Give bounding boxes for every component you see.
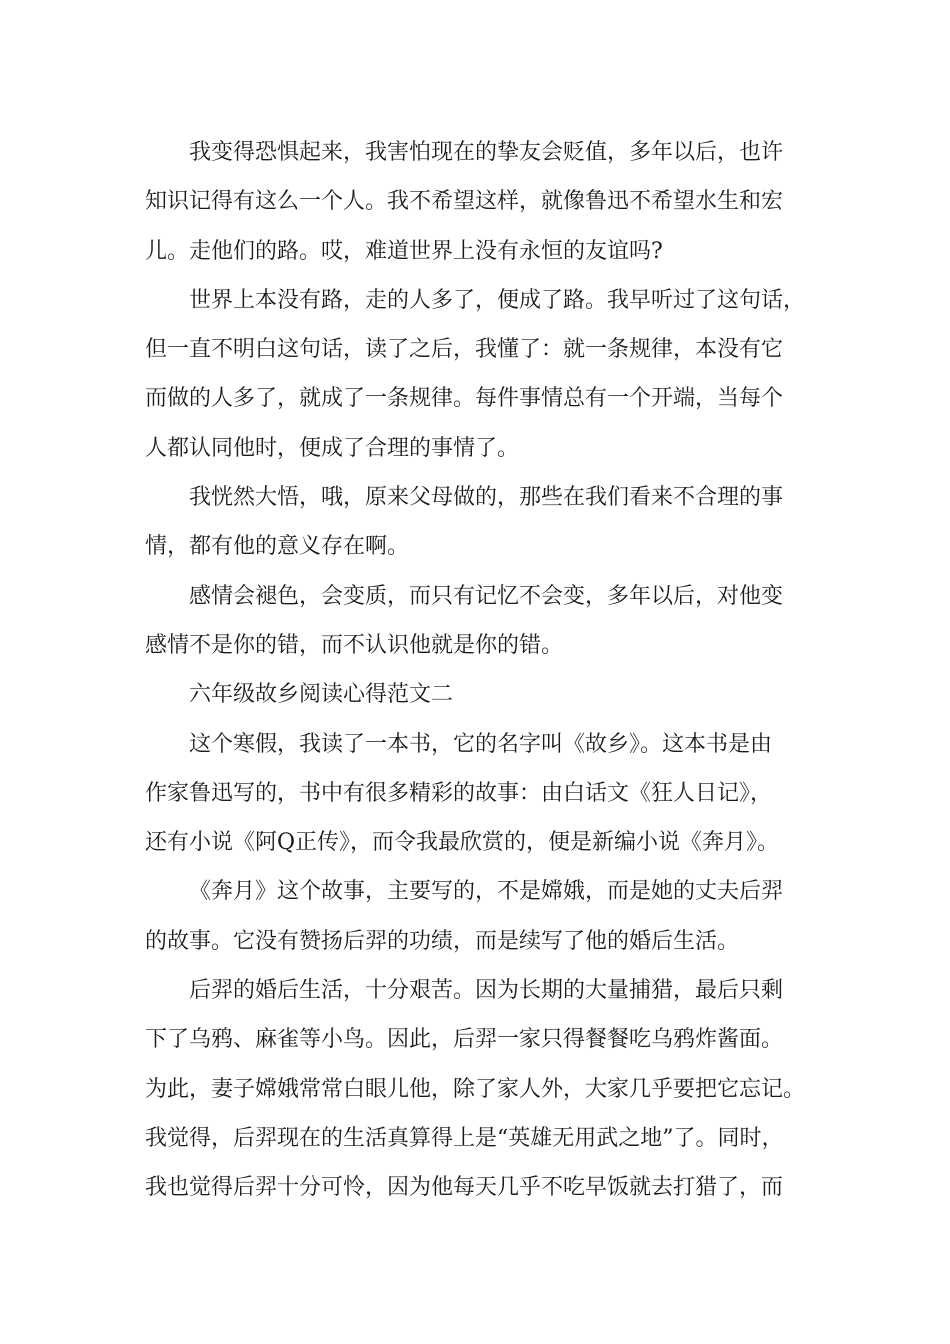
text-line: 《奔月》这个故事，主要写的，不是嫦娥，而是她的丈夫后羿 xyxy=(189,879,784,905)
section-heading: 六年级故乡阅读心得范文二 xyxy=(189,682,454,708)
text-line: 还有小说《阿Q正传》，而令我最欣赏的，便是新编小说《奔月》。 xyxy=(145,830,780,856)
text-line: 感情会褪色，会变质，而只有记忆不会变，多年以后，对他变 xyxy=(189,583,784,609)
text-line: 感情不是你的错，而不认识他就是你的错。 xyxy=(145,632,564,658)
text-line: 作家鲁迅写的，书中有很多精彩的故事：由白话文《狂人日记》， xyxy=(145,780,773,806)
text-line: 世界上本没有路，走的人多了，便成了路。我早听过了这句话， xyxy=(189,287,806,313)
text-line: 知识记得有这么一个人。我不希望这样，就像鲁迅不希望水生和宏 xyxy=(145,189,784,215)
text-line: 为此，妻子嫦娥常常白眼儿他，除了家人外，大家几乎要把它忘记。 xyxy=(145,1076,806,1102)
text-line: 人都认同他时，便成了合理的事情了。 xyxy=(145,435,520,461)
text-line: 后羿的婚后生活，十分艰苦。因为长期的大量捕猎，最后只剩 xyxy=(189,978,784,1004)
text-line: 我觉得，后羿现在的生活真算得上是“英雄无用武之地”了。同时， xyxy=(145,1125,784,1151)
text-line: 儿。走他们的路。哎，难道世界上没有永恒的友谊吗? xyxy=(145,238,663,264)
text-line: 下了乌鸦、麻雀等小鸟。因此，后羿一家只得餐餐吃乌鸦炸酱面。 xyxy=(145,1027,784,1053)
text-line: 但一直不明白这句话，读了之后，我懂了：就一条规律，本没有它 xyxy=(145,337,784,363)
text-line: 这个寒假，我读了一本书，它的名字叫《故乡》。这本书是由 xyxy=(189,731,773,757)
text-line: 的故事。它没有赞扬后羿的功绩，而是续写了他的婚后生活。 xyxy=(145,928,740,954)
document-body xyxy=(145,128,825,1213)
text-line: 我也觉得后羿十分可怜，因为他每天几乎不吃早饭就去打猎了，而 xyxy=(145,1175,784,1201)
text-line: 我恍然大悟，哦，原来父母做的，那些在我们看来不合理的事 xyxy=(189,485,784,511)
text-line: 情，都有他的意义存在啊。 xyxy=(145,534,410,560)
text-line: 我变得恐惧起来，我害怕现在的挚友会贬值，多年以后，也许 xyxy=(189,140,784,165)
text-line: 而做的人多了，就成了一条规律。每件事情总有一个开端，当每个 xyxy=(145,386,784,412)
